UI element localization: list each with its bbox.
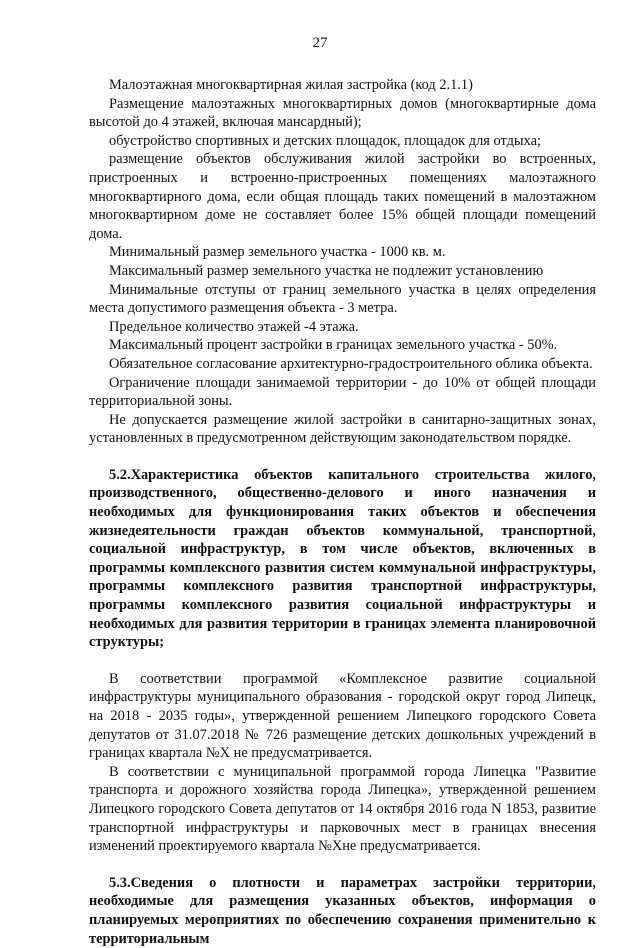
paragraph-placement: Размещение малоэтажных многоквартирных домов (многоквартирные дома высотой до 4 этажей, включая мансардный); (89, 95, 596, 131)
document-body (89, 76, 596, 948)
section-heading-5-2: 5.2.Характеристика объектов капитального строительства жилого, производственного, общественно-делового и иного назначения и необходимых для функционирования таких объектов и обеспечения жизнедеятельности граждан объектов коммунальной, транспортной, социальной инфраструктур, в том числе объектов, включенных в программы комплексного развития систем коммунальной инфраструктуры, программы комплексного развития транспортной инфраструктуры, программы комплексного развития социальной инфраструктуры и необходимых для развития территории в границах элемента планировочной структуры; (89, 466, 596, 651)
paragraph-max-floors: Предельное количество этажей -4 этажа. (109, 318, 359, 335)
paragraph-transport-program: В соответствии с муниципальной программой города Липецка "Развитие транспорта и дорожного хозяйства города Липецка», утвержденной решением Липецкого городского Совета депутатов от 14 октября 2016 года N 1853, развитие транспортной инфраструктуры и парковочных мест в границах внесения изменений проектируемого квартала №Хне предусматривается. (89, 763, 596, 855)
paragraph-max-coverage: Максимальный процент застройки в границах земельного участка - 50%. (109, 337, 558, 354)
paragraph-social-program: В соответствии программой «Комплексное развитие социальной инфраструктуры муниципального образования - городской округ город Липецк, на 2018 - 2035 годы», утвержденной решением Липецкого городского Совета депутатов от 31.07.2018 № 726 размещение детских дошкольных учреждений в границах квартала №Х не предусматривается. (89, 670, 596, 762)
page-number: 27 (312, 35, 328, 51)
paragraph-playgrounds: обустройство спортивных и детских площадок, площадок для отдыха; (109, 132, 541, 149)
paragraph-sanitary-zones: Не допускается размещение жилой застройки в санитарно-защитных зонах, установленных в предусмотренном действующим законодательством порядке. (89, 411, 596, 447)
paragraph-zone-code: Малоэтажная многоквартирная жилая застройка (код 2.1.1) (109, 77, 473, 93)
paragraph-max-plot-size: Максимальный размер земельного участка не подлежит установлению (109, 262, 544, 279)
paragraph-architecture-approval: Обязательное согласование архитектурно-градостроительного облика объекта. (109, 355, 593, 372)
paragraph-area-limit: Ограничение площади занимаемой территории - до 10% от общей площади территориальной зоны. (89, 374, 596, 410)
paragraph-min-setbacks: Минимальные отступы от границ земельного участка в целях определения места допустимого размещения объекта - 3 метра. (89, 281, 596, 317)
section-heading-5-3: 5.3.Сведения о плотности и параметрах застройки территории, необходимые для размещения указанных объектов, информация о планируемых мероприятиях по обеспечению сохранения применительно к территориальным (89, 874, 596, 947)
paragraph-min-plot-size: Минимальный размер земельного участка - 1000 кв. м. (109, 244, 446, 261)
paragraph-service-objects: размещение объектов обслуживания жилой застройки во встроенных, пристроенных и встроенно-пристроенных помещениях малоэтажного многоквартирного дома, если общая площадь таких помещений в малоэтажном многоквартирном доме не составляет более 15% общей площади помещений дома. (89, 151, 596, 242)
